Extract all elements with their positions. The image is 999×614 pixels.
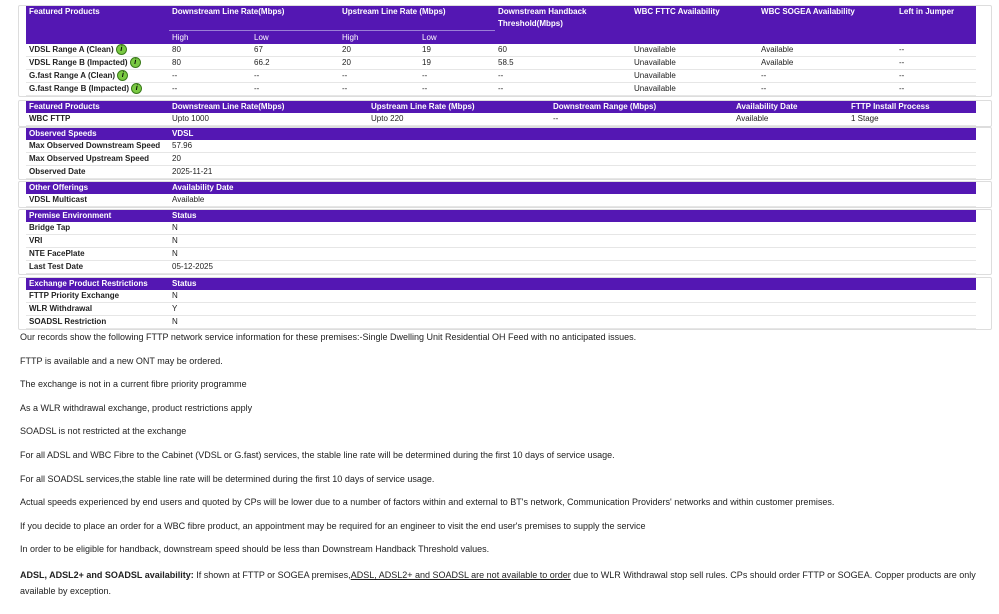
value-cell: N <box>169 316 976 329</box>
product-name <box>26 57 169 70</box>
label-cell: Max Observed Downstream Speed <box>26 140 169 153</box>
table-row <box>26 248 976 261</box>
table-cell: -- <box>758 83 896 96</box>
col-header: Availability Date <box>733 101 848 113</box>
table-cell: 67 <box>251 44 339 57</box>
value-cell: N <box>169 290 976 303</box>
table-cell: -- <box>251 70 339 83</box>
table-row <box>26 166 976 179</box>
premise-environment-table <box>26 210 976 274</box>
table-row <box>26 44 976 57</box>
col-header: Left in Jumper <box>896 6 976 44</box>
value-cell: N <box>169 222 976 235</box>
info-paragraph: For all ADSL and WBC Fibre to the Cabinet (VDSL or G.fast) services, the stable line rate will be determined during the first 10 days of service usage. <box>20 449 615 460</box>
service-notes <box>20 331 980 599</box>
sub-header: Low <box>251 31 339 45</box>
sub-header: High <box>339 31 419 45</box>
label-cell: WLR Withdrawal <box>26 303 169 316</box>
label-cell: VRI <box>26 235 169 248</box>
table-row <box>26 290 976 303</box>
table-cell: -- <box>495 70 631 83</box>
value-cell: 57.96 <box>169 140 976 153</box>
product-label: VDSL Range B (Impacted) <box>29 58 128 67</box>
header-row <box>26 101 976 113</box>
product-name <box>26 83 169 96</box>
table-cell: Unavailable <box>631 83 758 96</box>
info-paragraph: The exchange is not in a current fibre priority programme <box>20 379 247 390</box>
table-row <box>26 153 976 166</box>
label-cell: Last Test Date <box>26 261 169 274</box>
col-header: Featured Products <box>26 101 169 113</box>
label-cell: NTE FacePlate <box>26 248 169 261</box>
value-cell: Available <box>169 194 976 207</box>
table-cell: -- <box>169 70 251 83</box>
col-header: Exchange Product Restrictions <box>26 278 169 290</box>
info-icon[interactable]: i <box>117 70 128 81</box>
table-cell: Unavailable <box>631 57 758 70</box>
sub-header: High <box>169 31 251 45</box>
note-text: due to WLR Withdrawal stop sell rules. CPs should order FTTP or SOGEA. Copper products are only available by exception. <box>20 569 976 596</box>
table-row <box>26 303 976 316</box>
table-cell: -- <box>419 70 495 83</box>
table-cell: -- <box>419 83 495 96</box>
not-available-link[interactable]: ADSL, ADSL2+ and SOADSL are not available to order <box>350 569 571 580</box>
exchange-restrictions-panel <box>18 277 992 330</box>
info-paragraph: SOADSL is not restricted at the exchange <box>20 426 187 437</box>
info-paragraph: In order to be eligible for handback, downstream speed should be less than Downstream Handback Threshold values. <box>20 544 490 555</box>
col-header: Status <box>169 278 976 290</box>
product-label: G.fast Range B (Impacted) <box>29 84 130 93</box>
value-cell: Upto 1000 <box>169 113 368 126</box>
table-row <box>26 83 976 96</box>
table-row <box>26 113 976 126</box>
col-header: Premise Environment <box>26 210 169 222</box>
note-text: If shown at FTTP or SOGEA premises, <box>193 569 351 580</box>
value-cell: Y <box>169 303 976 316</box>
adsl-availability-note <box>20 567 980 599</box>
table-cell: 60 <box>495 44 631 57</box>
value-cell: N <box>169 248 976 261</box>
table-cell: 20 <box>339 57 419 70</box>
table-cell: 80 <box>169 57 251 70</box>
table-row <box>26 261 976 274</box>
value-cell: -- <box>550 113 733 126</box>
observed-speeds-panel <box>18 127 992 180</box>
col-header: VDSL <box>169 128 976 140</box>
premise-environment-panel <box>18 209 992 275</box>
value-cell: Available <box>733 113 848 126</box>
info-paragraph: Actual speeds experienced by end users and quoted by CPs will be lower due to a number of factors within and external to BT's network, Communication Providers' networks and within customer premises. <box>20 497 835 508</box>
value-cell: 05-12-2025 <box>169 261 976 274</box>
value-cell: 1 Stage <box>848 113 976 126</box>
header-row <box>26 128 976 140</box>
table-cell: 66.2 <box>251 57 339 70</box>
table-cell: -- <box>758 70 896 83</box>
value-cell: N <box>169 235 976 248</box>
table-row <box>26 316 976 329</box>
table-row <box>26 194 976 207</box>
info-paragraph: For all SOADSL services,the stable line rate will be determined during the first 10 days of service usage. <box>20 473 435 484</box>
table-row <box>26 140 976 153</box>
value-cell: 2025-11-21 <box>169 166 976 179</box>
table-cell: 58.5 <box>495 57 631 70</box>
col-header: Downstream Range (Mbps) <box>550 101 733 113</box>
table-row <box>26 57 976 70</box>
fttp-panel <box>18 100 992 127</box>
table-cell: 19 <box>419 44 495 57</box>
table-cell: -- <box>339 83 419 96</box>
col-header: Other Offerings <box>26 182 169 194</box>
col-header: Downstream Handback Threshold(Mbps) <box>495 6 631 44</box>
product-name <box>26 70 169 83</box>
col-header: Featured Products <box>26 6 169 44</box>
table-cell: 80 <box>169 44 251 57</box>
table-cell: -- <box>896 70 976 83</box>
table-cell: 19 <box>419 57 495 70</box>
observed-speeds-table <box>26 128 976 179</box>
label-cell: SOADSL Restriction <box>26 316 169 329</box>
info-paragraph: Our records show the following FTTP network service information for these premises:-Single Dwelling Unit Residential OH Feed with no anticipated issues. <box>20 332 637 342</box>
col-header: WBC SOGEA Availability <box>758 6 896 44</box>
table-cell: Available <box>758 44 896 57</box>
table-cell: Unavailable <box>631 44 758 57</box>
info-icon[interactable]: i <box>131 83 142 94</box>
value-cell: Upto 220 <box>368 113 550 126</box>
col-header: FTTP Install Process <box>848 101 976 113</box>
other-offerings-panel <box>18 181 992 208</box>
product-label: G.fast Range A (Clean) <box>29 71 116 80</box>
exchange-restrictions-table <box>26 278 976 329</box>
col-header: Status <box>169 210 976 222</box>
info-icon[interactable]: i <box>116 44 127 55</box>
value-cell: 20 <box>169 153 976 166</box>
table-cell: Unavailable <box>631 70 758 83</box>
fttp-table <box>26 101 976 126</box>
table-cell: -- <box>896 44 976 57</box>
table-cell: 20 <box>339 44 419 57</box>
table-row <box>26 235 976 248</box>
col-header: Downstream Line Rate(Mbps) <box>169 6 339 31</box>
featured-products-panel <box>18 5 992 97</box>
col-header: Downstream Line Rate(Mbps) <box>169 101 368 113</box>
header-row <box>26 278 976 290</box>
header-row <box>26 210 976 222</box>
label-cell: Bridge Tap <box>26 222 169 235</box>
table-cell: Available <box>758 57 896 70</box>
label-cell: WBC FTTP <box>26 113 169 126</box>
label-cell: FTTP Priority Exchange <box>26 290 169 303</box>
sub-header: Low <box>419 31 495 45</box>
table-row <box>26 222 976 235</box>
product-name <box>26 44 169 57</box>
other-offerings-table <box>26 182 976 207</box>
featured-products-table <box>26 6 976 96</box>
col-header: WBC FTTC Availability <box>631 6 758 44</box>
table-cell: -- <box>495 83 631 96</box>
info-paragraph: As a WLR withdrawal exchange, product restrictions apply <box>20 402 253 413</box>
table-cell: -- <box>896 83 976 96</box>
note-heading: ADSL, ADSL2+ and SOADSL availability: <box>20 569 194 580</box>
col-header: Observed Speeds <box>26 128 169 140</box>
label-cell: Max Observed Upstream Speed <box>26 153 169 166</box>
table-cell: -- <box>339 70 419 83</box>
col-header: Upstream Line Rate (Mbps) <box>339 6 495 31</box>
col-header: Availability Date <box>169 182 976 194</box>
info-paragraph: If you decide to place an order for a WBC fibre product, an appointment may be required for an engineer to visit the end user's premises to supply the service <box>20 520 646 531</box>
col-header: Upstream Line Rate (Mbps) <box>368 101 550 113</box>
table-cell: -- <box>169 83 251 96</box>
info-paragraph: FTTP is available and a new ONT may be ordered. <box>20 355 223 366</box>
label-cell: Observed Date <box>26 166 169 179</box>
header-row <box>26 182 976 194</box>
table-row <box>26 70 976 83</box>
info-icon[interactable]: i <box>130 57 141 68</box>
table-cell: -- <box>251 83 339 96</box>
table-cell: -- <box>896 57 976 70</box>
product-label: VDSL Range A (Clean) <box>29 45 114 54</box>
label-cell: VDSL Multicast <box>26 194 169 207</box>
